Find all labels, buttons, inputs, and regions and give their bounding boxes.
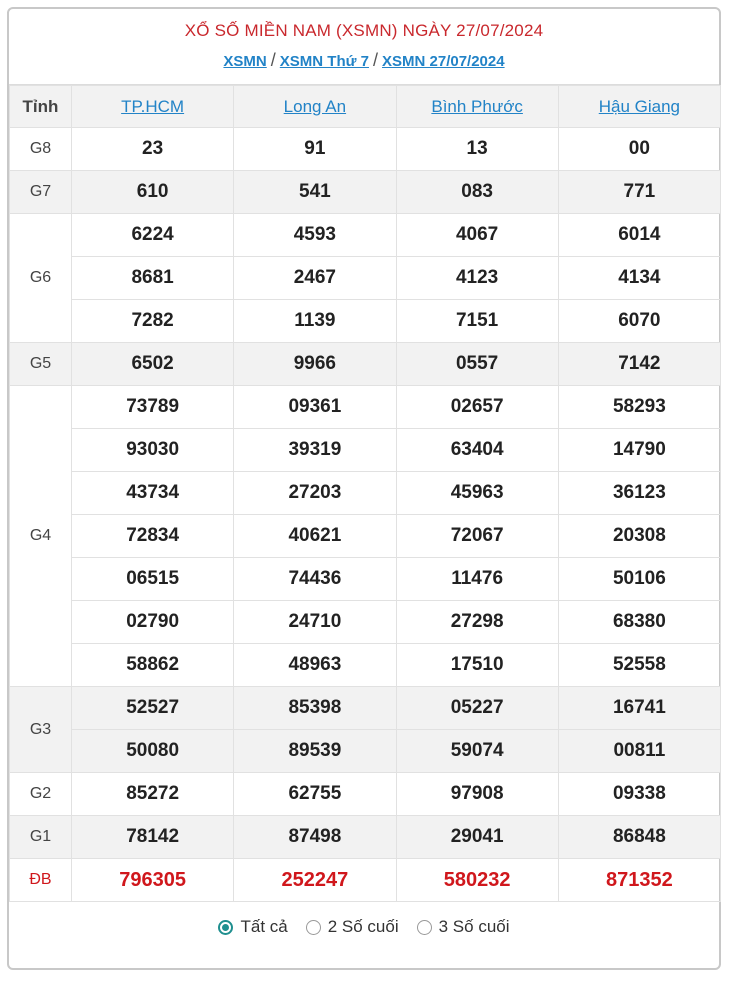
province-link-long-an[interactable]: Long An [283,96,347,116]
prize-label: G5 [10,343,72,386]
prize-number: 59074 [396,730,558,773]
prize-number: 50106 [558,558,720,601]
table-row [10,644,721,687]
radio-icon[interactable] [417,920,432,935]
prize-number: 85398 [234,687,396,730]
results-header [9,9,719,85]
prize-number: 89539 [234,730,396,773]
prize-number: 43734 [72,472,234,515]
filter-option-label: 3 Số cuối [438,917,510,936]
prize-number: 09338 [558,773,720,816]
prize-number: 06515 [72,558,234,601]
prize-number: 09361 [234,386,396,429]
breadcrumb-xsmn-date-link[interactable]: XSMN 27/07/2024 [382,53,505,70]
radio-icon[interactable] [306,920,321,935]
prize-label: G4 [10,386,72,687]
prize-number: 17510 [396,644,558,687]
digit-filter [9,902,719,952]
filter-option-label: 2 Số cuối [327,917,399,936]
prize-number: 27298 [396,601,558,644]
prize-number: 73789 [72,386,234,429]
table-row [10,859,721,902]
province-link-tphcm[interactable]: TP.HCM [121,96,185,116]
table-row [10,687,721,730]
prize-number: 8681 [72,257,234,300]
prize-number: 52527 [72,687,234,730]
prize-number: 02790 [72,601,234,644]
prize-label: G3 [10,687,72,773]
prize-number: 11476 [396,558,558,601]
table-row [10,601,721,644]
table-row [10,558,721,601]
prize-number: 6070 [558,300,720,343]
prize-label: G1 [10,816,72,859]
breadcrumb-xsmn-link[interactable]: XSMN [223,53,267,70]
prize-number: 252247 [234,859,396,902]
prize-number: 93030 [72,429,234,472]
prize-number: 62755 [234,773,396,816]
table-row [10,816,721,859]
prize-number: 083 [396,171,558,214]
prize-number: 7282 [72,300,234,343]
prize-number: 24710 [234,601,396,644]
prize-number: 48963 [234,644,396,687]
breadcrumb-separator: / [372,50,378,70]
table-row [10,773,721,816]
breadcrumb [9,50,719,71]
prize-number: 78142 [72,816,234,859]
results-table [9,85,721,902]
prize-number: 85272 [72,773,234,816]
prize-number: 4067 [396,214,558,257]
table-row [10,214,721,257]
prize-number: 05227 [396,687,558,730]
prize-number: 02657 [396,386,558,429]
prize-number: 7151 [396,300,558,343]
prize-number: 40621 [234,515,396,558]
table-header-row [10,86,721,128]
table-row [10,515,721,558]
table-row [10,257,721,300]
prize-number: 72067 [396,515,558,558]
province-header [558,86,720,128]
prize-number: 6224 [72,214,234,257]
prize-number: 796305 [72,859,234,902]
table-row [10,343,721,386]
prize-number: 9966 [234,343,396,386]
table-row [10,171,721,214]
filter-option-0[interactable] [218,917,287,937]
prize-number: 39319 [234,429,396,472]
prize-number: 6014 [558,214,720,257]
prize-number: 58293 [558,386,720,429]
prize-number: 91 [234,128,396,171]
filter-option-label: Tất cả [240,917,288,936]
prize-number: 0557 [396,343,558,386]
prize-label: G7 [10,171,72,214]
table-row [10,730,721,773]
prize-number: 771 [558,171,720,214]
prize-number: 4123 [396,257,558,300]
prize-number: 541 [234,171,396,214]
prize-number: 52558 [558,644,720,687]
prize-number: 6502 [72,343,234,386]
table-row [10,300,721,343]
prize-label: G8 [10,128,72,171]
prize-number: 4593 [234,214,396,257]
results-card [7,7,721,970]
prize-number: 58862 [72,644,234,687]
page-title: XỔ SỐ MIỀN NAM (XSMN) NGÀY 27/07/2024 [184,21,544,40]
filter-option-2[interactable] [417,917,510,937]
prize-number: 29041 [396,816,558,859]
province-link-hau-giang[interactable]: Hậu Giang [598,96,681,116]
prize-number: 74436 [234,558,396,601]
prize-number: 72834 [72,515,234,558]
prize-number: 63404 [396,429,558,472]
table-row [10,472,721,515]
radio-icon[interactable] [218,920,233,935]
prize-number: 13 [396,128,558,171]
prize-number: 00 [558,128,720,171]
province-column-header: Tỉnh [10,86,72,128]
table-row [10,128,721,171]
prize-label: G2 [10,773,72,816]
prize-number: 610 [72,171,234,214]
province-header [234,86,396,128]
prize-label: ĐB [10,859,72,902]
prize-number: 50080 [72,730,234,773]
prize-number: 68380 [558,601,720,644]
prize-label: G6 [10,214,72,343]
prize-number: 27203 [234,472,396,515]
prize-number: 7142 [558,343,720,386]
prize-number: 1139 [234,300,396,343]
prize-number: 16741 [558,687,720,730]
prize-number: 14790 [558,429,720,472]
prize-number: 36123 [558,472,720,515]
prize-number: 45963 [396,472,558,515]
prize-number: 00811 [558,730,720,773]
breadcrumb-xsmn-thu7-link[interactable]: XSMN Thứ 7 [279,53,369,70]
prize-number: 580232 [396,859,558,902]
prize-number: 20308 [558,515,720,558]
prize-number: 871352 [558,859,720,902]
prize-number: 23 [72,128,234,171]
prize-number: 2467 [234,257,396,300]
prize-rows [10,128,721,902]
filter-option-1[interactable] [306,917,399,937]
province-link-binh-phuoc[interactable]: Bình Phước [431,96,523,116]
province-header [72,86,234,128]
breadcrumb-separator: / [270,50,276,70]
table-row [10,429,721,472]
prize-number: 4134 [558,257,720,300]
prize-number: 97908 [396,773,558,816]
province-header [396,86,558,128]
prize-number: 87498 [234,816,396,859]
table-row [10,386,721,429]
prize-number: 86848 [558,816,720,859]
